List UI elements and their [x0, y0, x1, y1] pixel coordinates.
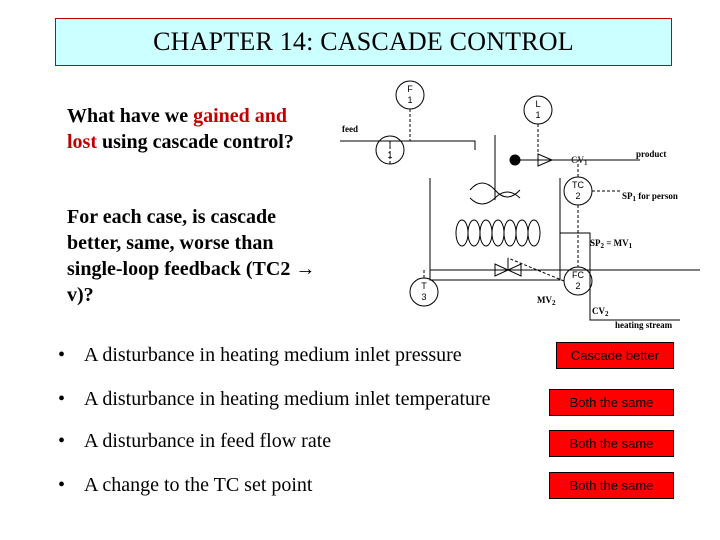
bullet-item: • A disturbance in heating medium inlet temperature — [58, 388, 491, 410]
instrument-t1-number: 1 — [387, 150, 393, 160]
answer-box: Cascade better — [556, 342, 674, 369]
instrument-t3-letter: T — [421, 281, 427, 291]
product-pump — [510, 155, 520, 165]
product-label: product — [636, 149, 667, 159]
cv1-label: $CV_1$ — [571, 155, 588, 167]
bullet-item: • A disturbance in heating medium inlet pressure — [58, 344, 462, 366]
instrument-l1-letter: L — [535, 99, 541, 109]
instrument-t3-number: 3 — [421, 292, 427, 302]
instrument-f1-number: 1 — [407, 95, 413, 105]
bullet-item: • A change to the TC set point — [58, 474, 313, 496]
question-highlight: gained and lost — [67, 105, 288, 153]
cv2-label: $CV_2$ — [592, 306, 609, 318]
answer-box: Both the same — [549, 472, 674, 499]
page-title: CHAPTER 14: CASCADE CONTROL — [153, 27, 574, 56]
instrument-fc2-number: 2 — [575, 281, 581, 291]
heating-stream-label: heating stream — [615, 320, 673, 330]
bullet-text: A disturbance in feed flow rate — [84, 430, 332, 452]
instrument-l1-number: 1 — [535, 110, 541, 120]
feed-label: feed — [342, 124, 358, 134]
feed-arrow-line — [470, 141, 475, 150]
bullet-item: • A disturbance in feed flow rate — [58, 430, 332, 452]
sp1-label: $SP_1$ for person — [622, 191, 678, 203]
bullet-text: A disturbance in heating medium inlet temperature — [84, 388, 491, 410]
instrument-f1-letter: F — [407, 84, 413, 94]
bullet-text: A disturbance in heating medium inlet pressure — [84, 344, 462, 366]
answer-box: Both the same — [549, 430, 674, 457]
heating-coil — [456, 220, 540, 246]
instrument-tc2-number: 2 — [575, 191, 581, 201]
question-each-case: For each case, is cascade better, same, worse than single-loop feedback (TC2 → v)? — [67, 206, 316, 306]
instrument-fc2-letter: FC — [572, 270, 584, 280]
instrument-t1-letter: T — [387, 139, 393, 149]
question-part: using cascade control? — [97, 131, 294, 153]
mv2-label: $MV_2$ — [537, 295, 556, 307]
sp2-mv1-label: $SP_2 = MV_1$ — [590, 238, 633, 250]
bullet-text: A change to the TC set point — [84, 474, 313, 496]
answer-box: Both the same — [549, 389, 674, 416]
question-part: What have we — [67, 105, 194, 127]
instrument-tc2-letter: TC — [572, 180, 584, 190]
